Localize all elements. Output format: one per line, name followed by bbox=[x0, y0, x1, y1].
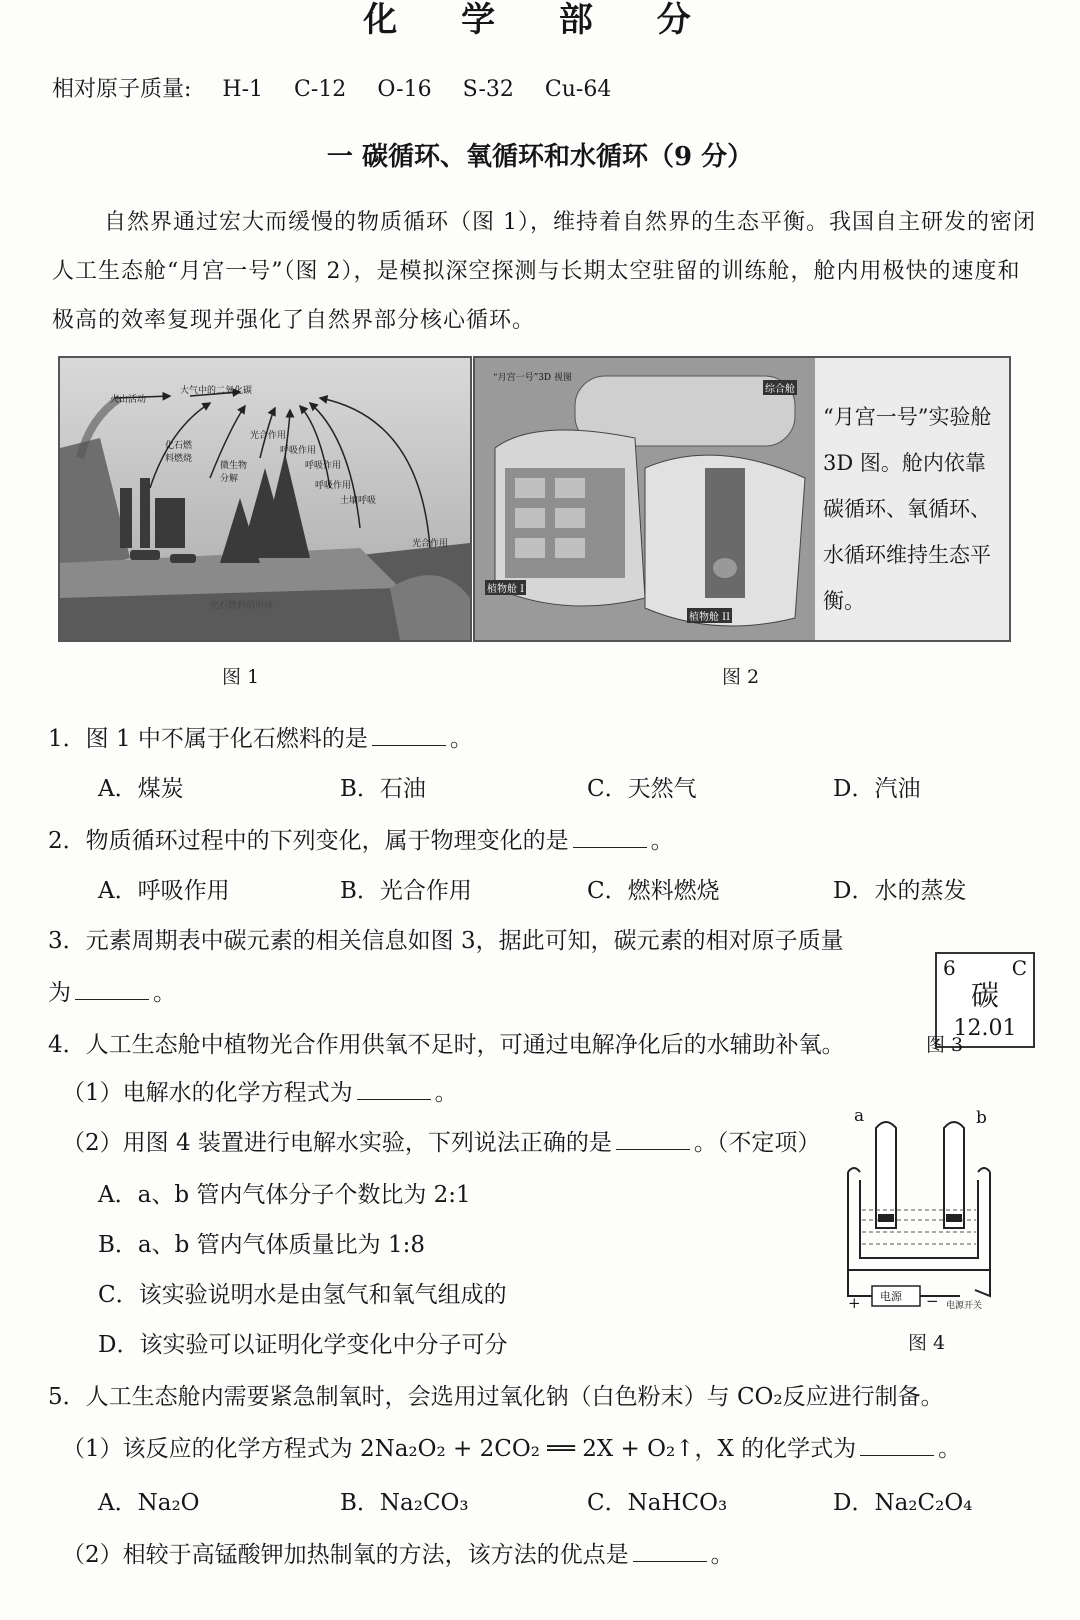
question-1 bbox=[48, 720, 473, 753]
q5p1-stem-end: 。 bbox=[938, 1436, 962, 1462]
fig1-label-soil: 土壤呼吸 bbox=[340, 496, 377, 506]
q4-option-b: B．a、b 管内气体质量比为 1:8 bbox=[98, 1232, 425, 1258]
question-5-stem: 5．人工生态舱内需要紧急制氧时，会选用过氧化钠（白色粉末）与 CO₂反应进行制备。 bbox=[48, 1384, 944, 1410]
q2-option-b: B．光合作用 bbox=[340, 878, 472, 904]
question-4-stem: 4．人工生态舱中植物光合作用供氧不足时，可通过电解净化后的水辅助补氧。 bbox=[48, 1032, 845, 1058]
fig2-plant-label-1: 植物舱 I bbox=[485, 580, 526, 595]
q2-blank bbox=[573, 846, 647, 848]
q1-stem-end: 。 bbox=[449, 726, 473, 752]
q5p1-stem: （1）该反应的化学方程式为 2Na₂O₂ + 2CO₂ ══ 2X + O₂↑，X 的化学式为 bbox=[62, 1436, 857, 1462]
element-name: 碳 bbox=[970, 979, 999, 1012]
mass-o: O-16 bbox=[377, 77, 432, 102]
question-2 bbox=[48, 822, 674, 855]
q1-stem: 1．图 1 中不属于化石燃料的是 bbox=[48, 726, 368, 752]
q5-option-d: D．Na₂C₂O₄ bbox=[833, 1490, 973, 1516]
q2-stem-end: 。 bbox=[650, 828, 674, 854]
q4p1-stem: （1）电解水的化学方程式为 bbox=[62, 1080, 353, 1106]
question-5-part-1 bbox=[62, 1430, 961, 1463]
question-5-part-2 bbox=[62, 1536, 734, 1569]
fig2-plant-label-2: 植物舱 II bbox=[687, 608, 732, 623]
fig1-label-microbe: 微生物分解 bbox=[220, 461, 248, 484]
q2-stem: 2．物质循环过程中的下列变化，属于物理变化的是 bbox=[48, 828, 569, 854]
fig1-label-atmosphere-co2: 大气中的二氧化碳 bbox=[180, 386, 253, 396]
q4p2-blank bbox=[616, 1148, 690, 1150]
fig1-label-respiration-2: 呼吸作用 bbox=[305, 461, 342, 471]
mass-cu: Cu-64 bbox=[544, 77, 612, 102]
figure-2-caption: 图 2 bbox=[722, 666, 760, 688]
fig1-label-respiration-1: 呼吸作用 bbox=[280, 446, 317, 456]
q5p2-stem: （2）相较于高锰酸钾加热制氧的方法，该方法的优点是 bbox=[62, 1542, 629, 1568]
q5-option-a: A．Na₂O bbox=[98, 1490, 200, 1516]
fig4-plus: + bbox=[848, 1294, 861, 1312]
q1-option-b: B．石油 bbox=[340, 776, 426, 802]
q1-option-a: A．煤炭 bbox=[98, 776, 184, 802]
q3-blank bbox=[75, 998, 149, 1000]
fig2-top-label: “月宫一号”3D 视图 bbox=[493, 373, 573, 383]
fig4-label-a: a bbox=[854, 1106, 865, 1126]
fig1-label-photosynthesis-2: 光合作用 bbox=[412, 539, 449, 549]
q3-stem-end: 。 bbox=[153, 980, 176, 1006]
q4-option-d: D．该实验可以证明化学变化中分子可分 bbox=[98, 1332, 508, 1358]
figure-4-caption: 图 4 bbox=[908, 1332, 946, 1354]
fig1-label-fuel-burning: 化石燃料燃烧 bbox=[165, 441, 193, 464]
fig4-power-label: 电源 bbox=[880, 1290, 902, 1303]
q5p2-stem-end: 。 bbox=[710, 1542, 734, 1568]
q4p2-stem: （2）用图 4 装置进行电解水实验，下列说法正确的是 bbox=[62, 1130, 612, 1156]
fig2-cabin-label: 综合舱 bbox=[763, 380, 797, 395]
q3-stem: 为 bbox=[48, 980, 71, 1006]
electrolysis-apparatus-diagram bbox=[840, 1110, 1000, 1315]
q1-option-d: D．汽油 bbox=[833, 776, 921, 802]
fig2-description: “月宫一号”实验舱 3D 图。舱内依靠碳循环、氧循环、水循环维持生态平衡。 bbox=[823, 405, 992, 613]
q2-option-c: C．燃料燃烧 bbox=[587, 878, 720, 904]
relative-masses bbox=[52, 72, 635, 103]
fig1-label-fossil-formation: 化石燃料的形成 bbox=[210, 601, 274, 611]
fig1-label-volcano: 火山活动 bbox=[110, 395, 147, 405]
q4-option-c: C．该实验说明水是由氢气和氧气组成的 bbox=[98, 1282, 507, 1308]
mass-s: S-32 bbox=[462, 77, 514, 102]
figure-2-lunar-palace bbox=[473, 356, 1011, 642]
q2-option-a: A．呼吸作用 bbox=[98, 878, 230, 904]
page-title: 化 学 部 分 bbox=[363, 0, 717, 40]
q5p1-blank bbox=[860, 1454, 934, 1456]
fig1-label-photosynthesis: 光合作用 bbox=[250, 431, 287, 441]
element-symbol: C bbox=[1011, 956, 1027, 980]
atomic-mass: 12.01 bbox=[953, 1016, 1017, 1041]
figure-1-caption: 图 1 bbox=[222, 666, 260, 688]
mass-c: C-12 bbox=[294, 77, 347, 102]
q4-option-a: A．a、b 管内气体分子个数比为 2:1 bbox=[98, 1182, 471, 1208]
lunar-palace-3d-illustration bbox=[475, 358, 815, 640]
q5p2-blank bbox=[633, 1560, 707, 1562]
q4p1-stem-end: 。 bbox=[434, 1080, 458, 1106]
figure-3-caption: 图 3 bbox=[926, 1034, 964, 1056]
fig4-switch-label: 电源开关 bbox=[946, 1301, 983, 1311]
question-4-part-2 bbox=[62, 1124, 820, 1157]
figure-1-carbon-cycle bbox=[58, 356, 472, 642]
section-title: 一 碳循环、氧循环和水循环（9 分） bbox=[326, 142, 754, 172]
question-4-part-1 bbox=[62, 1074, 458, 1107]
fig1-label-respiration-3: 呼吸作用 bbox=[315, 481, 352, 491]
mass-h: H-1 bbox=[222, 77, 264, 102]
masses-label: 相对原子质量: bbox=[52, 77, 192, 102]
q1-blank bbox=[372, 744, 446, 746]
q5-option-c: C．NaHCO₃ bbox=[587, 1490, 728, 1516]
q1-option-c: C．天然气 bbox=[587, 776, 697, 802]
q4p2-stem-end: 。（不定项） bbox=[693, 1130, 821, 1156]
fig4-label-b: b bbox=[976, 1108, 987, 1128]
q4p1-blank bbox=[357, 1098, 431, 1100]
question-3-line-2 bbox=[48, 974, 176, 1007]
figure-4-electrolysis bbox=[840, 1106, 1000, 1315]
fig4-minus: − bbox=[926, 1292, 939, 1310]
q2-option-d: D．水的蒸发 bbox=[833, 878, 967, 904]
atomic-number: 6 bbox=[943, 956, 956, 980]
intro-paragraph: 自然界通过宏大而缓慢的物质循环（图 1），维持着自然界的生态平衡。我国自主研发的密闭人工生态舱“月宫一号”（图 2），是模拟深空探测与长期太空驻留的训练舱，舱内用极快的速度和极高的效率复现并强化了自然界部分核心循环。 bbox=[52, 210, 1036, 333]
q5-option-b: B．Na₂CO₃ bbox=[340, 1490, 469, 1516]
question-3-line-1: 3．元素周期表中碳元素的相关信息如图 3，据此可知，碳元素的相对原子质量 bbox=[48, 928, 844, 954]
